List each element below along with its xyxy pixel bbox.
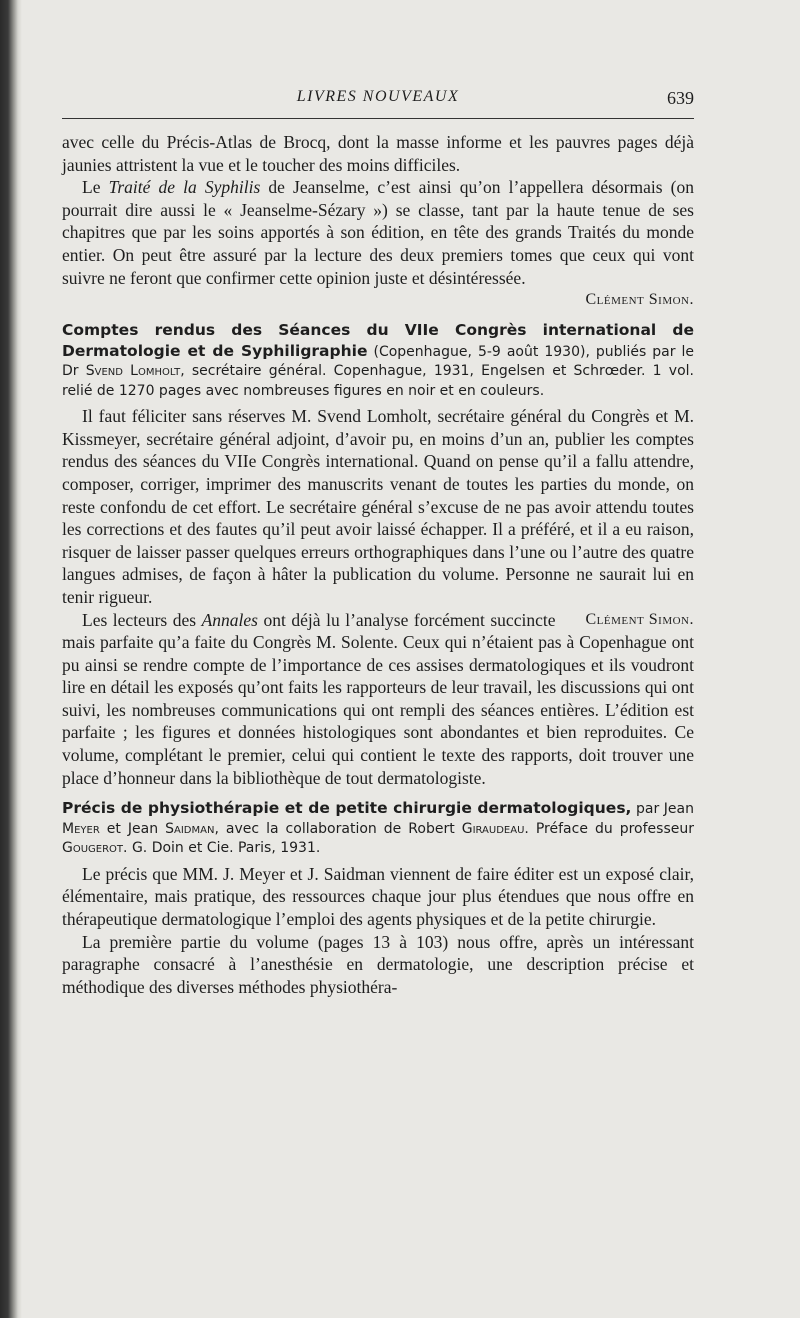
review-paragraph: [62, 176, 694, 289]
journal-title: Annales: [201, 609, 258, 630]
entry-title: Comptes rendus des Séances du VIIe Congrès international de Dermatologie et de Syphiligraphie: [62, 321, 694, 360]
text-fragment: ont déjà lu l’analyse forcément succincte mais parfaite qu’a faite du Congrès M. Solente. Ceux qui n’étaient pas à Copenhague ont pu ainsi se rendre compte de l’importance de ces assises dermatologiques et ils voudront lire en détail les exposés qu’ont faits les rapporteurs de leur travail, les discussions qui ont suivi, les nombreuses communications qui ont rempli des séances entières. L’édition est parfaite ; les figures et données histologiques sont abondantes et bien reproduites. Ce volume, complétant le premier, celui qui contient le texte des rapports, doit trouver une place d’honneur dans la bibliothèque de tout dermatologiste.: [62, 609, 694, 788]
entry-details: . Préface du professeur: [524, 820, 694, 837]
author-name: Gougerot: [62, 840, 124, 857]
book-title: Traité de la Syphilis: [108, 177, 261, 198]
entry-details: . G. Doin et Cie. Paris, 1931.: [123, 840, 321, 857]
running-title: LIVRES NOUVEAUX: [296, 88, 460, 105]
page: [62, 88, 694, 998]
review-precis-physiotherapie: [62, 799, 694, 998]
review-paragraph: Il faut féliciter sans réserves M. Svend Lomholt, secrétaire général du Congrès et M. Kissmeyer, secrétaire général adjoint, d’avoir pu, en moins d’un an, publier les comptes rendus des séances du VIIe Congrès international. Quand on pense qu’il a fallu attendre, composer, corriger, imprimer des manuscrits venant de toutes les parties du monde, on reste confondu de cet effort. Le secrétaire général s’excuse de ne pas avoir attendu toutes les corrections et des fautes qu’il peut avoir laissé échapper. Il a préféré, et il a eu raison, risquer de laisser passer quelques erreurs orthographiques dans l’une ou l’autre des quatre langues admises, de façon à hâter la publication du volume. Personne ne saurait lui en tenir rigueur.: [62, 406, 694, 607]
entry-heading: [62, 321, 694, 401]
review-paragraph: Le précis que MM. J. Meyer et J. Saidman viennent de faire éditer est un exposé clair, élémentaire, mais pratique, des ressources chaque jour plus étendues que nous offre en thérapeutique dermatologique l’emploi des agents physiques et de la petite chirurgie.: [62, 863, 694, 929]
reviewer-signature: Clément Simon.: [585, 291, 694, 309]
text-fragment: Le: [82, 177, 109, 198]
entry-details: , secrétaire général. Copenhague, 1931, Engelsen et Schrœder. 1 vol. relié de 1270 pages avec nombreuses figures en noir et en couleurs.: [62, 363, 694, 399]
review-paragraph: [62, 609, 694, 790]
entry-heading: [62, 799, 694, 859]
book-spine-shadow: [0, 0, 22, 1318]
header-rule: [62, 118, 694, 119]
review-traite-syphilis: [62, 131, 694, 311]
text-fragment: de Jeanselme, c’est ainsi qu’on l’appellera désormais (on pourrait dire aussi le « Jeanselme-Sézary ») se classe, tant par la haute tenue de ses chapitres que par les soins apportés à son édition, en tête des grands Traités du monde entier. On peut être assuré par la lecture des deux premiers tomes que ceux qui vont suivre ne feront que confirmer cette opinion juste et désintéressée.: [62, 177, 694, 288]
entry-details: et Jean: [99, 820, 166, 837]
author-name: Meyer: [62, 820, 100, 837]
entry-title: Précis de physiothérapie et de petite chirurgie dermatologiques,: [62, 799, 632, 818]
review-congres-dermatologie: [62, 321, 694, 789]
running-head: [62, 88, 694, 116]
reviewer-signature: Clément Simon.: [585, 610, 694, 628]
entry-details: (Copenhague, 5-9 août 1930), publiés par le Dr: [62, 343, 694, 380]
entry-details: par Jean: [631, 801, 694, 818]
page-number: 639: [667, 88, 694, 108]
continuation-paragraph: avec celle du Précis-Atlas de Brocq, dont la masse informe et les pauvres pages déjà jaunies attristent la vue et le toucher des moins difficiles.: [62, 132, 694, 175]
editor-name: Svend Lomholt: [85, 363, 181, 380]
author-name: Saidman: [165, 820, 215, 837]
text-fragment: Les lecteurs des: [82, 609, 202, 630]
review-paragraph: La première partie du volume (pages 13 à 103) nous offre, après un intéressant paragraphe consacré à l’anesthésie en dermatologie, une description précise et méthodique des diverses méthodes physiothéra-: [62, 931, 694, 997]
author-name: Giraudeau: [461, 820, 525, 837]
entry-details: , avec la collaboration de Robert: [214, 820, 462, 837]
